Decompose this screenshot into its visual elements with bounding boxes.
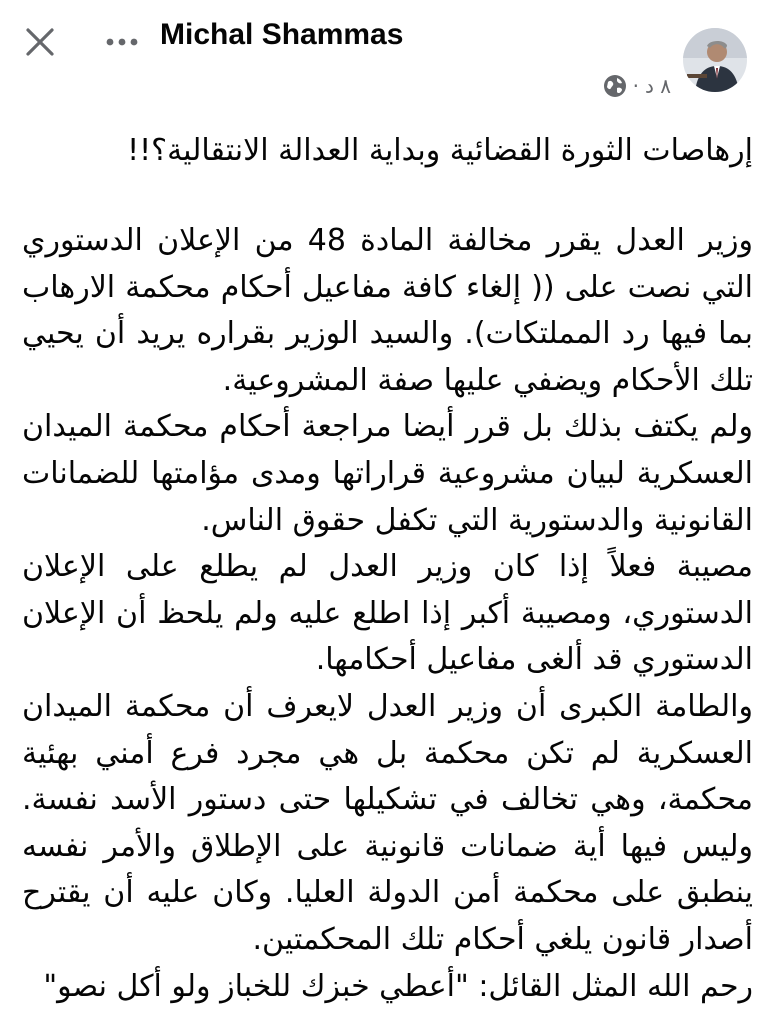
post-closing-line: رحم الله المثل القائل: "أعطي خبزك للخباز ولو أكل نصو"	[43, 968, 753, 1004]
post-meta	[603, 72, 671, 100]
author-name[interactable]: Michal Shammas	[160, 18, 404, 51]
more-options-button[interactable]	[100, 28, 144, 56]
post-paragraph-1: وزير العدل يقرر مخالفة المادة 48 من الإعلان الدستوري التي نصت على (( إلغاء كافة مفاعيل أحكام محكمة الارهاب بما فيها رد المملتكات). والسيد الوزير بقراره يريد أن يحيي تلك الأحكام ويضفي عليها صفة المشروعية.	[22, 223, 753, 398]
post-paragraph-3: مصيبة فعلاً إذا كان وزير العدل لم يطلع على الإعلان الدستوري، ومصيبة أكبر إذا اطلع عليه ولم يلحظ أن الإعلان الدستوري قد ألغى مفاعيل أحكامها.	[22, 549, 753, 678]
meta-separator: ·	[632, 74, 639, 98]
post-paragraph-2: ولم يكتف بذلك بل قرر أيضا مراجعة أحكام محكمة الميدان العسكرية لبيان مشروعية قراراتها ومدى مؤامتها للضمانات القانونية والدستورية التي تكفل حقوق الناس.	[22, 409, 753, 538]
close-icon	[25, 27, 55, 57]
profile-photo	[683, 28, 747, 92]
post-paragraph-4: والطامة الكبرى أن وزير العدل لايعرف أن محكمة الميدان العسكرية لم تكن محكمة بل هي مجرد فرع أمني بهئية محكمة، وهي تخالف في تشكيلها حتى دستور الأسد نفسة. وليس فيها أية ضمانات قانونية على الإطلاق والأمر نفسه ينطبق على محكمة أمن الدولة العليا. وكان عليه أن يقترح أصدار قانون يلغي أحكام تلك المحكمتين.	[22, 688, 753, 957]
post-title: إرهاصات الثورة القضائية وبداية العدالة الانتقالية؟!!	[127, 133, 753, 168]
post-header	[0, 0, 781, 118]
globe-icon[interactable]	[603, 74, 627, 98]
avatar[interactable]	[683, 28, 747, 92]
post-timestamp[interactable]: ٨ د	[644, 74, 671, 98]
close-button[interactable]	[18, 20, 62, 64]
more-horizontal-icon	[105, 37, 139, 47]
post-body	[0, 126, 781, 1010]
